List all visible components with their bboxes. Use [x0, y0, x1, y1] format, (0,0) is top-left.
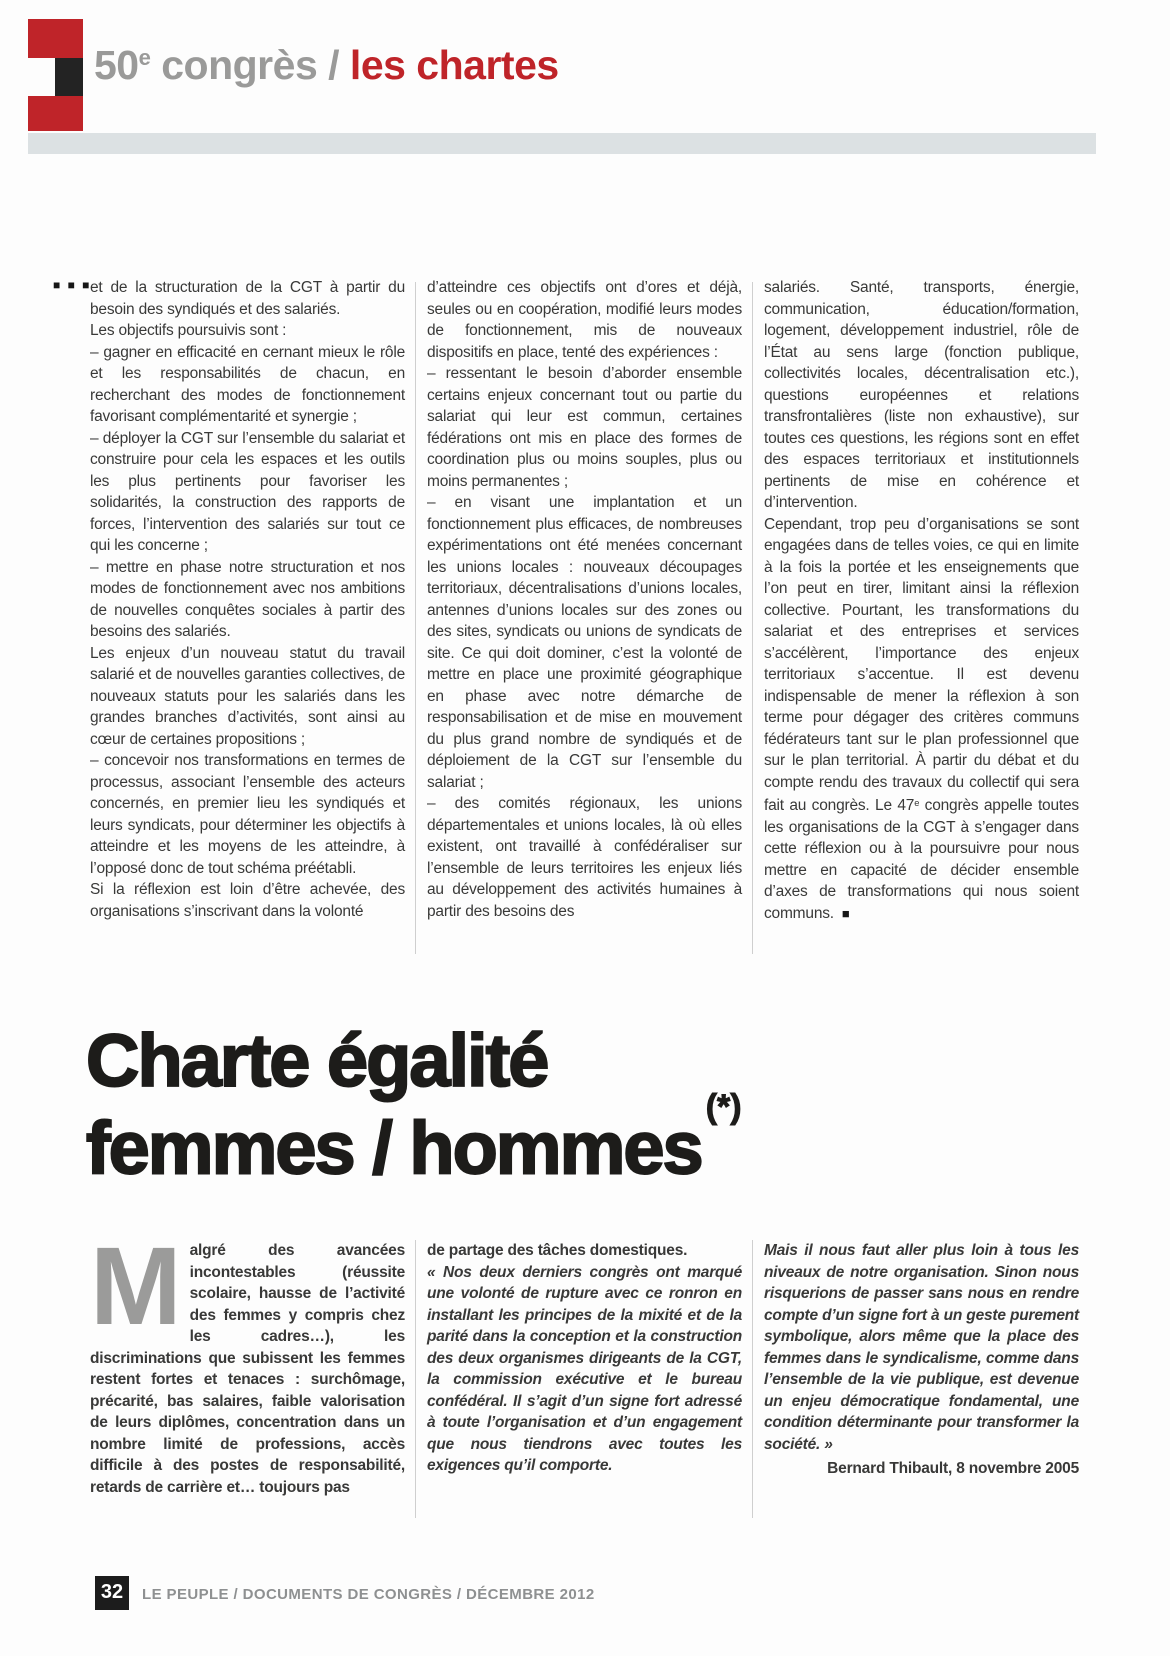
congress-number: 50	[94, 42, 139, 88]
paragraph: et de la structuration de la CGT à partir du besoin des syndiqués et des salariés.	[90, 279, 405, 318]
article-column-3	[764, 277, 1079, 924]
logo-white-square	[28, 58, 55, 96]
article-columns	[90, 277, 1080, 977]
congress-number-sup: e	[138, 45, 151, 70]
logo-black-square	[55, 58, 83, 96]
column-divider	[415, 1240, 416, 1518]
charte-title-footnote-mark: (*)	[705, 1088, 742, 1126]
paragraph: – concevoir nos transformations en termes de processus, associant l’ensemble des acteurs concernés, en premier lieu les syndiqués et leurs syndicats, pour déterminer les objectifs à atteindre et les moyens de les atteindre, à l’opposé donc de tout schéma préétabli.	[90, 752, 405, 877]
paragraph	[90, 1225, 405, 1498]
paragraph: Si la réflexion est loin d’être achevée, des organisations s’inscrivant dans la volonté	[90, 881, 405, 920]
charte-column-3	[764, 1240, 1079, 1480]
section-header-gray: congrès /	[150, 42, 350, 88]
column-divider	[752, 1240, 753, 1518]
page-number-badge: 32	[95, 1576, 129, 1610]
column-divider	[752, 282, 753, 954]
quote-paragraph: Mais il nous faut aller plus loin à tous les niveaux de notre organisation. Sinon nous risquerions de passer sans nous en rendre compte d’un signe fort à un geste purement symbolique, alors même que la place des femmes dans le syndicalisme, comme dans l’ensemble de la vie publique, est devenue un enjeu démocratique fondamental, une condition déterminante pour transformer la société. »	[764, 1242, 1079, 1453]
signature: Bernard Thibault, 8 novembre 2005	[827, 1460, 1079, 1477]
charte-title	[86, 1019, 742, 1190]
section-header	[94, 42, 559, 89]
paragraph: Les enjeux d’un nouveau statut du travail salarié et de nouvelles garanties collectives, de nouveaux statuts pour les salariés dans les grandes branches d’activités, sont ainsi au cœur de certaines propositions ;	[90, 644, 405, 748]
quote-paragraph: « Nos deux derniers congrès ont marqué une volonté de rupture avec ce ronron en installant les principes de la mixité et de la parité dans la conception et la construction des deux organismes dirigeants de la CGT, la commission exécutive et le bureau confédéral. Il s’agit d’un signe fort adressé à toute l’organisation et d’un engagement que nous tiendrons avec toutes les exigences qu’il comporte.	[427, 1263, 742, 1474]
charte-title-line1: Charte égalité	[86, 1019, 548, 1102]
paragraph: d’atteindre ces objectifs ont d’ores et déjà, seules ou en coopération, modifié leurs modes de fonctionnement, mis de nouveaux dispositifs en place, tenté des expériences :	[427, 279, 742, 361]
paragraph: de partage des tâches domestiques.	[427, 1242, 688, 1259]
header-band	[28, 133, 1096, 154]
paragraph: – déployer la CGT sur l’ensemble du salariat et construire pour cela les espaces et les outils les plus pertinents pour favoriser les solidarités, la construction des rapports de forces, l’intervention des salariés sur tout ce qui les concerne ;	[90, 429, 405, 554]
paragraph: – gagner en efficacité en cernant mieux le rôle et les responsabilités de chacun, en recherchant des modes de fonctionnement favorisant complémentarité et synergie ;	[90, 343, 405, 425]
column-divider	[415, 282, 416, 954]
charte-title-line2	[86, 1088, 742, 1190]
charte-columns	[90, 1225, 1080, 1530]
continuation-marker-icon: ■ ■ ■	[53, 278, 92, 292]
charte-column-1	[90, 1225, 405, 1498]
dropcap-m: M	[90, 1225, 180, 1348]
article-column-2	[427, 277, 742, 922]
charte-column-2	[427, 1240, 742, 1477]
paragraph: – en visant une implantation et un fonctionnement plus efficaces, de nombreuses expérimentations ont été menées concernant les unions locales : nouveaux découpages territoriaux, décentralisations d’unions locales, antennes d’unions locales sur des zones ou des sites, syndicats ou unions de syndicats de site. Ce qui doit dominer, c’est la volonté de mettre en place une proximité géographique en phase avec notre démarche de responsabilisation et de mise en mouvement du plus grand nombre de syndiqués et de déploiement de la CGT sur l’ensemble du salariat ;	[427, 494, 742, 791]
charte-title-line2-text: femmes / hommes	[86, 1106, 702, 1190]
charte-intro-text: algré des avancées incontestables (réussite scolaire, hausse de l’activité des femmes y compris chez les cadres…), les discriminations que subissent les femmes restent fortes et tenaces : surchômage, précarité, bas salaires, faible valorisation de leurs diplômes, concentration dans un nombre limité de professions, accès difficile à des postes de responsabilité, retards de carrière et… toujours pas	[90, 1242, 405, 1496]
paragraph: – mettre en phase notre structuration et nos modes de fonctionnement avec nos ambitions de nouvelles conquêtes sociales à partir des besoins des salariés.	[90, 558, 405, 640]
section-header-red: les chartes	[349, 42, 559, 88]
footer-text: LE PEUPLE / DOCUMENTS DE CONGRÈS / DÉCEMBRE 2012	[142, 1586, 595, 1603]
paragraph: – ressentant le besoin d’aborder ensemble certains enjeux concernant tout ou partie du salariat qui leur est commun, certaines fédérations ont mis en place des formes de coordination plus ou moins souples, plus ou moins permanentes ;	[427, 365, 742, 490]
paragraph: – des comités régionaux, les unions départementales et unions locales, là où elles existent, ont travaillé à confédéraliser sur l’ensemble de leurs territoires les enjeux liés au développement des activités humaines à partir des besoins des	[427, 795, 742, 920]
paragraph: Les objectifs poursuivis sont :	[90, 322, 287, 339]
article-column-1	[90, 277, 405, 922]
paragraph: Cependant, trop peu d’organisations se sont engagées dans de telles voies, ce qui en limite à la fois la portée et les enseignements que l’on peut en tirer, limitant ainsi la réflexion collective. Pourtant, les transformations du salariat et des entreprises et services s’accélèrent, l’importance des enjeux territoriaux s’accentue. Il est devenu indispensable de mener la réflexion à son terme pour dégager des critères communs fédérateurs tant sur le plan professionnel que sur le plan territorial. À partir du débat et du compte rendu des travaux du collectif qui sera fait au congrès. Le 47e congrès appelle toutes les organisations de la CGT à s’engager dans cette réflexion ou à la poursuivre pour nous mettre en capacité de décider ensemble d’axes de transformations qui nous soient communs. ■	[764, 515, 1079, 922]
paragraph: salariés. Santé, transports, énergie, communication, éducation/formation, logement, développement industriel, rôle de l’État au sens large (fonction publique, collectivités locales, décentralisation etc.), questions européennes et relations transfrontalières (liste non exhaustive), sur toutes ces questions, les régions sont en effet des espaces territoriaux et institutionnels pertinents de mise en cohérence et d’intervention.	[764, 279, 1079, 511]
